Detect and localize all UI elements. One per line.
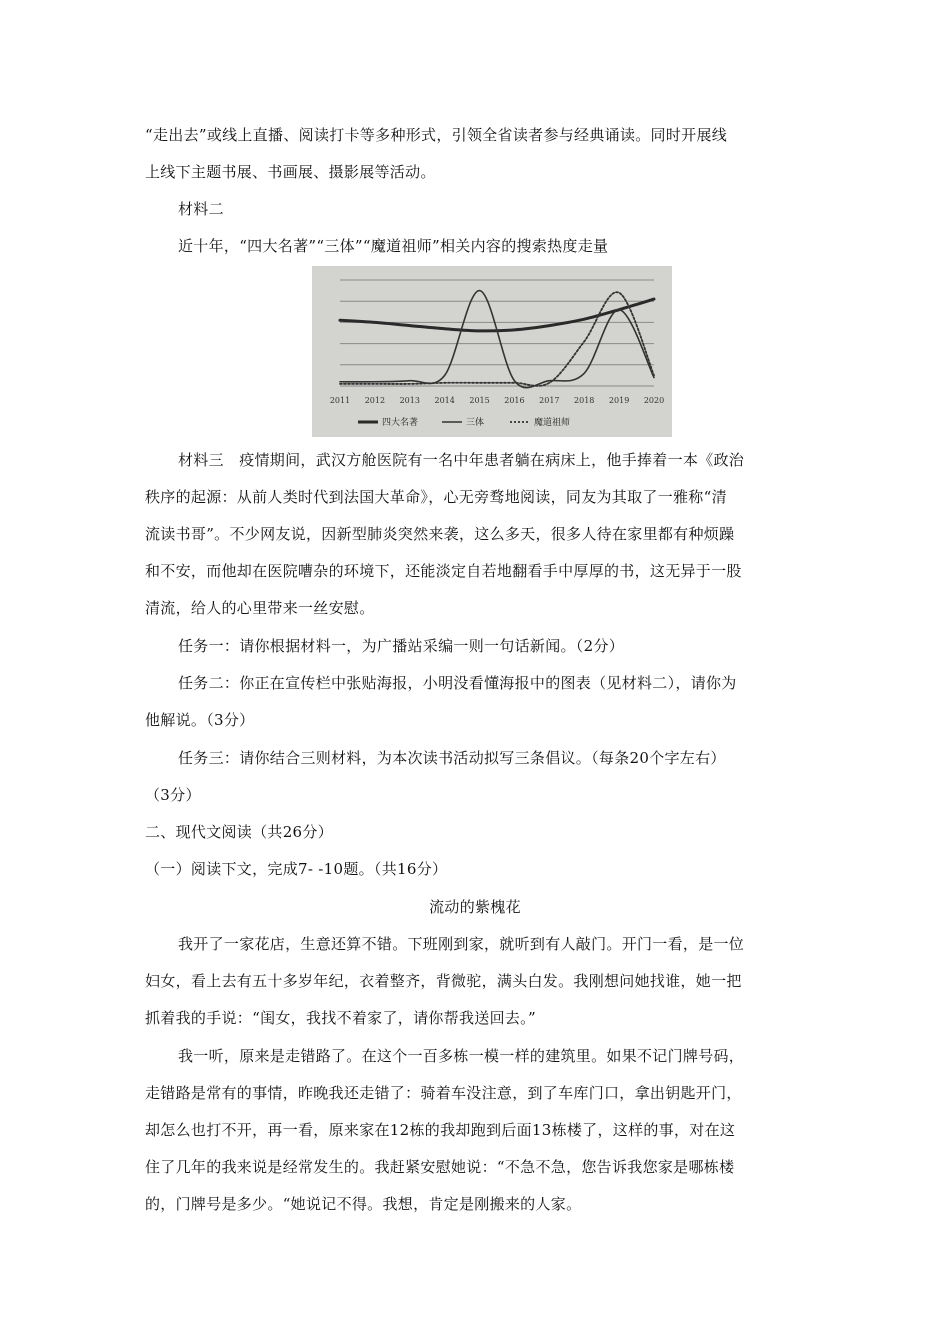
paragraph-line: 清流，给人的心里带来一丝安慰。 [145,599,375,617]
paragraph-line: 和不安，而他却在医院嘈杂的环境下，还能淡定自若地翻看手中厚厚的书，这无异于一股 [145,562,742,580]
story-title: 流动的紫槐花 [429,898,521,916]
material-three-line: 材料三 疫情期间，武汉方舱医院有一名中年患者躺在病床上，他手捧着一本《政治 [178,451,745,469]
task-one: 任务一：请你根据材料一，为广播站采编一则一句话新闻。（2分） [178,637,625,655]
story-line: 却怎么也打不开，再一看，原来家在12栋的我却跑到后面13栋楼了，这样的事，对在这 [145,1121,736,1139]
story-line: 的，门牌号是多少。“她说记不得。我想，肯定是刚搬来的人家。 [145,1195,582,1213]
x-tick-label: 2014 [434,396,455,405]
paragraph-line: 流读书哥”。不少网友说，因新型肺炎突然来袭，这么多天，很多人待在家里都有种烦躁 [145,525,735,543]
story-line: 妇女，看上去有五十多岁年纪，衣着整齐，背微驼，满头白发。我刚想问她找谁，她一把 [145,972,742,990]
x-tick-label: 2018 [574,396,595,405]
x-tick-label: 2011 [329,396,351,405]
x-tick-label: 2013 [399,396,420,405]
x-tick-label: 2019 [608,396,630,405]
task-two: 任务二：你正在宣传栏中张贴海报，小明没看懂海报中的图表（见材料二），请你为 [178,674,737,692]
legend-label: 四大名著 [382,418,419,428]
story-line: 住了几年的我来说是经常发生的。我赶紧安慰她说：“不急不急，您告诉我您家是哪栋楼 [145,1158,735,1176]
x-tick-label: 2016 [504,396,525,405]
story-line: 我一听，原来是走错路了。在这个一百多栋一模一样的建筑里。如果不记门牌号码， [178,1047,745,1065]
chart-caption: 近十年，“四大名著”“三体”“魔道祖师”相关内容的搜索热度走量 [178,237,609,255]
story-line: 我开了一家花店，生意还算不错。下班刚到家，就听到有人敲门。开门一看，是一位 [178,935,745,953]
x-tick-label: 2020 [643,396,665,405]
x-tick-label: 2012 [364,396,386,405]
material-two-heading: 材料二 [178,200,224,218]
legend-label: 三体 [466,418,485,428]
section-heading: 二、现代文阅读（共26分） [145,823,333,841]
legend-label: 魔道祖师 [534,418,571,428]
paragraph-line: 秩序的起源：从前人类时代到法国大革命》，心无旁骛地阅读，同友为其取了一雅称“清 [145,488,727,506]
x-tick-label: 2015 [469,396,490,405]
task-two-continued: 他解说。（3分） [145,711,255,729]
task-three-continued: （3分） [145,786,201,804]
x-tick-label: 2017 [539,396,560,405]
story-line: 走错路是常有的事情，昨晚我还走错了：骑着车没注意，到了车库门口，拿出钥匙开门， [145,1084,742,1102]
subsection-heading: （一）阅读下文，完成7- -10题。（共16分） [145,860,448,878]
paragraph-line: 上线下主题书展、书画展、摄影展等活动。 [145,163,436,181]
search-trend-chart [312,266,672,437]
story-line: 抓着我的手说：“闺女，我找不着家了，请你帮我送回去。” [145,1009,536,1027]
paragraph-line: “走出去”或线上直播、阅读打卡等多种形式，引领全省读者参与经典诵读。同时开展线 [145,126,728,144]
task-three: 任务三：请你结合三则材料，为本次读书活动拟写三条倡议。（每条20个字左右） [178,749,726,767]
